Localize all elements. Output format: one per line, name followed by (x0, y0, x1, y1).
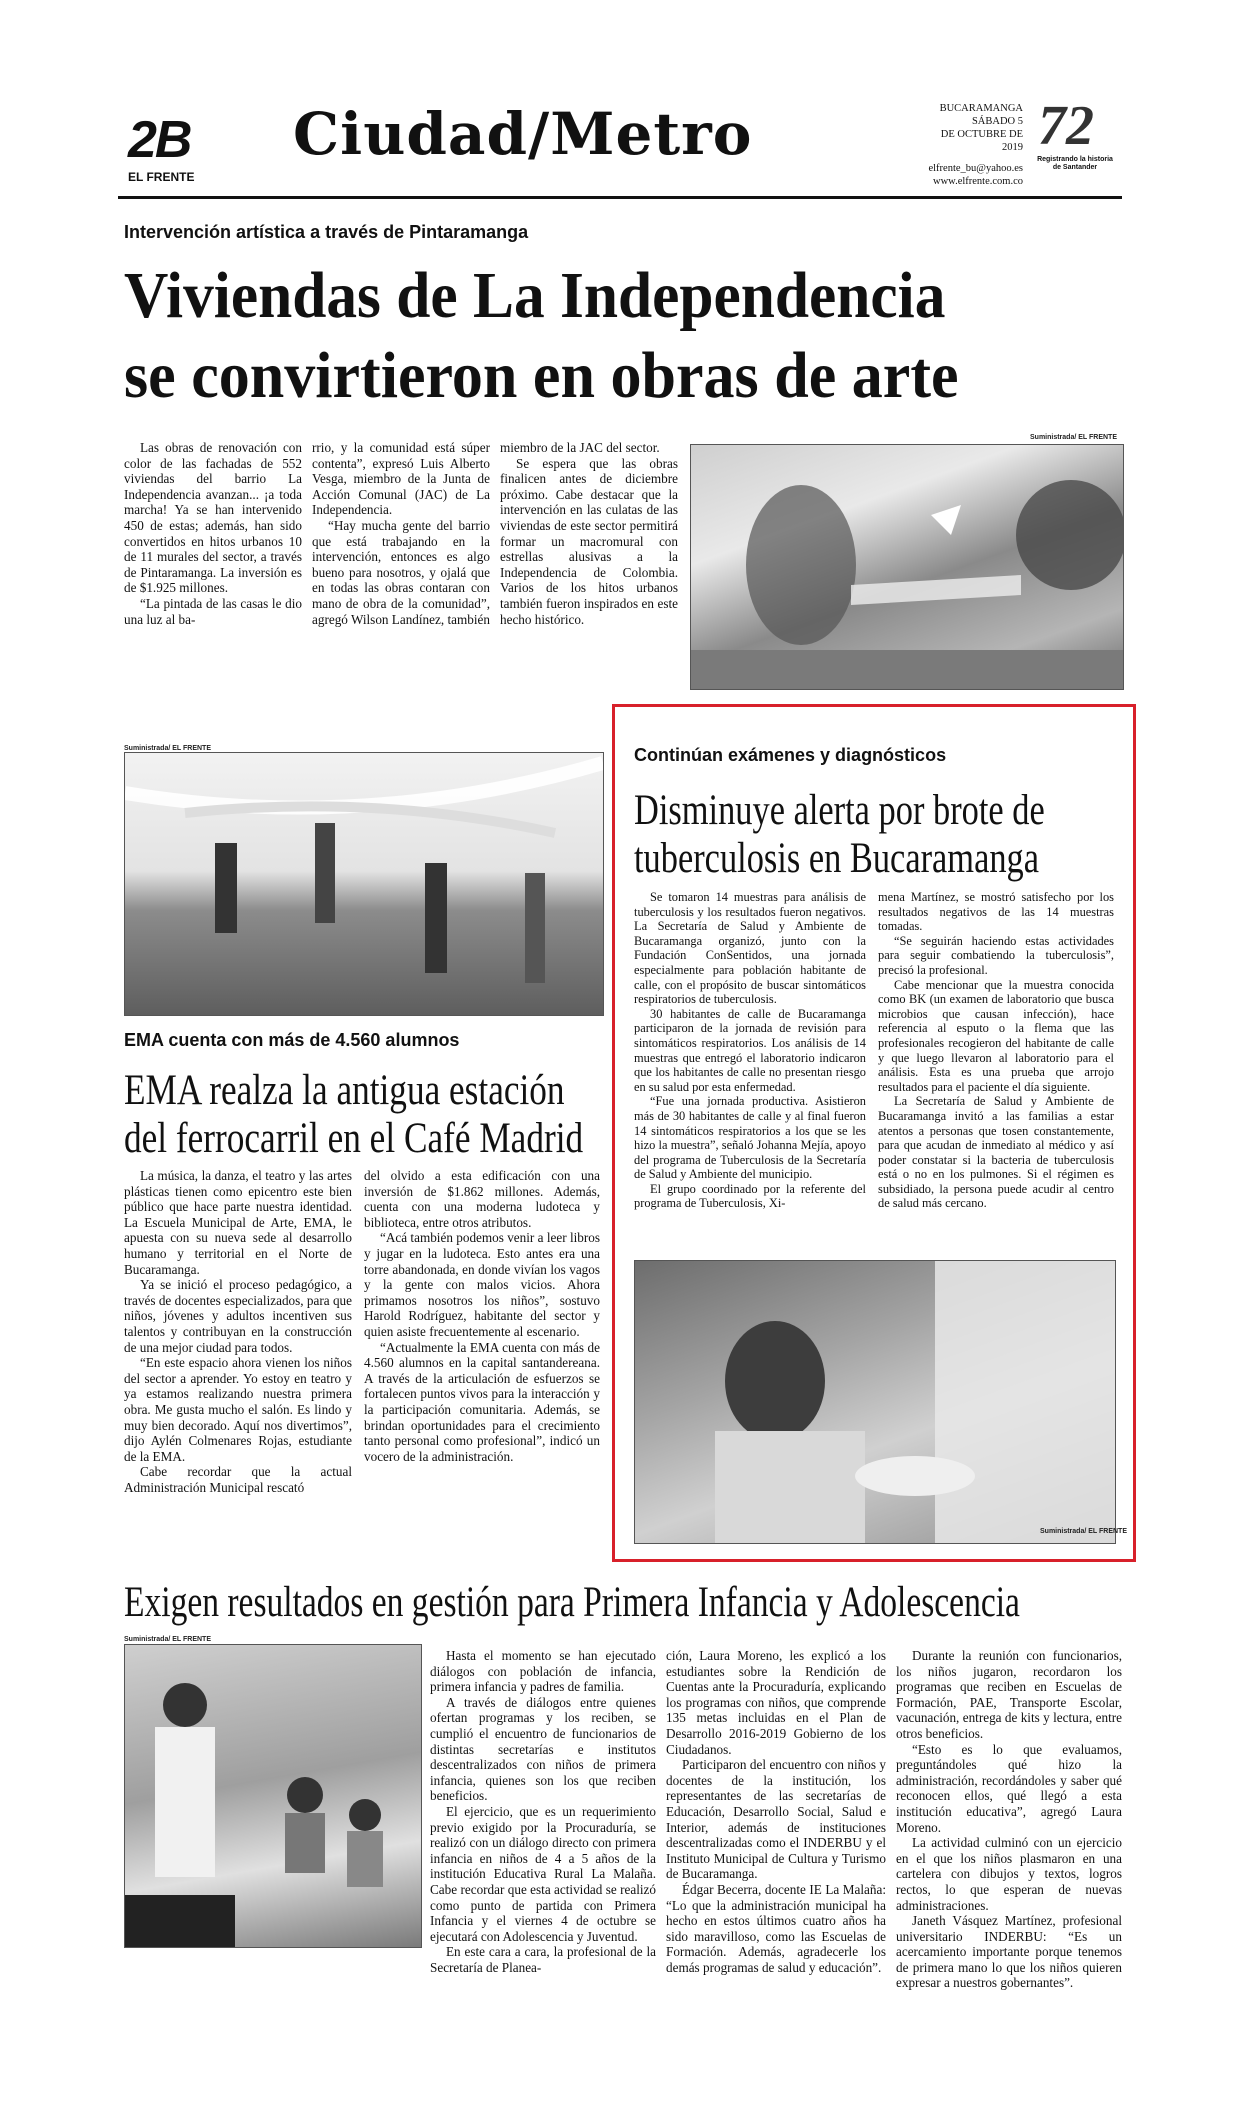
story3-col1 (634, 890, 866, 1211)
mural-photo (690, 444, 1124, 690)
paragraph: La actividad culminó con un ejercicio en el que los niños plasmaron en una cartelera con dibujos y textos, logros rectos, lo que esperan de nuevas administraciones. (896, 1835, 1122, 1913)
paragraph: Janeth Vásquez Martínez, profesional universitario INDERBU: “Es un acercamiento importante porque tenemos de primera mano lo que los niños quieren expresar a nuestros gobernantes”. (896, 1913, 1122, 1991)
story2-kicker: EMA cuenta con más de 4.560 alumnos (124, 1030, 460, 1050)
paragraph: La Secretaría de Salud y Ambiente de Bucaramanga invitó a las familias a estar atentos a personas que tosen constantemente, para que acudan de inmediato al médico y así poder constatar si la bacteria de tuberculosis está o no en los pulmones. Si el régimen es subsidiado, la persona puede acudir al centro de salud más cercano. (878, 1094, 1114, 1211)
story1-headline-2: se convirtieron en obras de arte (124, 339, 959, 412)
page-header (118, 95, 1118, 196)
paragraph: “Se seguirán haciendo estas actividades para seguir combatiendo la tuberculosis”, precisó la profesional. (878, 933, 1114, 977)
story4-col1 (430, 1648, 656, 1975)
paragraph: ción, Laura Moreno, les explicó a los estudiantes sobre la Rendición de Cuentas ante la Procuraduría, explicando los programas con niños, que comprende 135 metas incluidas en el Plan de Desarrollo 2016-2019 Gobierno de los Ciudadanos. (666, 1648, 886, 1757)
story1-col1 (124, 440, 302, 627)
website-link[interactable]: www.elfrente.com.co (933, 176, 1023, 187)
date-line2: DE OCTUBRE DE 2019 (940, 129, 1023, 153)
paragraph: Las obras de renovación con color de las fachadas de 552 viviendas del barrio La Independencia avanzan... ¡a toda marcha! Ya se han intervenido 450 de estas; además, han sido convertidos en hitos urbanos 10 de 11 murales del sector, a través de Pintaramanga. La inversión es de $1.925 millones. (124, 440, 302, 596)
paragraph: “En este espacio ahora vienen los niños del sector a aprender. Yo estoy en teatro y ya estamos realizando nuestra primera obra. Me gusta mucho el salón. Es lindo y muy bien decorado. Aquí nos divertimos”, dijo Aylén Colmenares Rojas, estudiante de la EMA. (124, 1355, 352, 1464)
story1-headline-1: Viviendas de La Independencia (124, 259, 946, 332)
paragraph: Hasta el momento se han ejecutado diálogos con población de infancia, primera infancia y padres de familia. (430, 1648, 656, 1695)
story2-headline-2: del ferrocarril en el Café Madrid (124, 1115, 584, 1162)
mural-illustration (691, 445, 1123, 689)
paragraph: del olvido a esta edificación con una inversión de $1.862 millones. Además, cuenta con una moderna ludoteca y biblioteca, entre otros atributos. (364, 1168, 600, 1230)
paragraph: Durante la reunión con funcionarios, los niños jugaron, recordaron los programas que reciben en Escuelas de Formación, PAE, Transporte Escolar, vacunación, entrega de kits y lectura, entre otros beneficios. (896, 1648, 1122, 1741)
anniversary-mark: 72 (1038, 95, 1094, 157)
story3-col2 (878, 890, 1114, 1211)
paper-name: EL FRENTE (128, 170, 195, 184)
paragraph: Édgar Becerra, docente IE La Malaña: “Lo que la administración municipal ha hecho en estos últimos cuatro años ha sido maravilloso, como las Escuelas de Formación. Además, agradecerle los demás programas de salud y educación”. (666, 1881, 886, 1975)
story2-headline-1: EMA realza la antigua estación (124, 1067, 565, 1114)
paragraph: Se tomaron 14 muestras para análisis de tuberculosis y los resultados fueron negativos. La Secretaría de Salud y Ambiente de Bucaramanga organizó, junto con la Fundación ConSentidos, una jornada especialmente para población habitante de calle, con el propósito de buscar sintomáticos respiratorios de tuberculosis. (634, 890, 866, 1007)
story3-headline-1: Disminuye alerta por brote de (634, 787, 1045, 834)
story1-col3 (500, 440, 678, 627)
header-rule (118, 196, 1122, 199)
paragraph: A través de diálogos entre quienes ofertan programas y los reciben, se cumplió el encuentro de funcionarios de distintas secretarías e institutos descentralizados con niños de primera infancia, quienes son los que reciben beneficios. (430, 1694, 656, 1804)
paragraph: Ya se inició el proceso pedagógico, a través de docentes especializados, para que niños, jóvenes y adultos incentiven sus talentos y contribuyan en la construcción de una mejor ciudad para todos. (124, 1277, 352, 1355)
anniversary-text-2: de Santander (1052, 164, 1098, 171)
story3-kicker: Continúan exámenes y diagnósticos (634, 745, 947, 765)
paragraph: “La pintada de las casas le dio una luz al ba- (124, 595, 302, 627)
paragraph: Cabe recordar que la actual Administración Municipal rescató (124, 1464, 352, 1495)
paragraph: rrio, y la comunidad está súper contenta”, expresó Luis Alberto Vesga, miembro de la Junta de Acción Comunal (JAC) de La Independencia. (312, 440, 490, 518)
paragraph: En este cara a cara, la profesional de la Secretaría de Planea- (430, 1944, 656, 1975)
story2-col2 (364, 1168, 600, 1464)
paragraph: mena Martínez, se mostró satisfecho por los resultados negativos de las 14 muestras tomadas. (878, 890, 1114, 934)
paragraph: La música, la danza, el teatro y las artes plásticas tienen como epicentro este bien público que hace parte nuestra identidad. La Escuela Municipal de Arte, EMA, le apuesta con su nueva sede al desarrollo humano y territorial en el Norte de Bucaramanga. (124, 1168, 352, 1277)
dance-photo (124, 752, 604, 1016)
date-line1: SÁBADO 5 (971, 116, 1023, 127)
story2-col1 (124, 1168, 352, 1495)
story3-photo-credit: Suministrada/ EL FRENTE (1040, 1528, 1127, 1535)
paragraph: miembro de la JAC del sector. (500, 440, 660, 455)
paragraph: Se espera que las obras finalicen antes de diciembre próximo. Cabe destacar que la intervención en las culatas de las viviendas de este sector permitirá formar un macromural con estrellas alusivas a la Independencia de Colombia. Varios de los hitos urbanos también fueron inspirados en este hecho histórico. (500, 455, 678, 627)
section-title: Ciudad/Metro (293, 100, 753, 168)
paragraph: “Actualmente la EMA cuenta con más de 4.560 alumnos en la capital santandereana. A través de la articulación de esfuerzos se fortalecen puntos vivos para la interacción y la participación comunitaria. Además, se brindan oportunidades para el crecimiento tanto personal como profesional”, indicó un vocero de la administración. (364, 1339, 600, 1464)
paragraph: El grupo coordinado por la referente del programa de Tuberculosis, Xi- (634, 1181, 866, 1211)
paragraph: “Esto es lo que evaluamos, preguntándoles qué hizo la administración, recordándoles y saber qué reconocen ellos, qué llegó a esta institución educativa”, agregó Laura Moreno. (896, 1741, 1122, 1835)
page-code: 2B (128, 111, 191, 169)
city-label: BUCARAMANGA (939, 103, 1023, 114)
email-link[interactable]: elfrente_bu@yahoo.es (928, 163, 1023, 174)
paragraph: El ejercicio, que es un requerimiento previo exigido por la Procuraduría, se realizó con un diálogo directo con primera infancia en niños de 4 a 5 años de la institución Educativa Rural La Malaña. Cabe recordar que esta actividad se realizó como punto de partida con Primera Infancia y el viernes 4 de octubre se ejecutará con Adolescencia y Juventud. (430, 1803, 656, 1944)
anniversary-logo (1030, 95, 1113, 172)
paragraph: “Acá también podemos venir a leer libros y jugar en la ludoteca. Esto antes era una torre abandonada, en donde vivían los vagos y la gente con malos vicios. Ahora primamos nosotros los niños”, sostuvo Harold Rodríguez, habitante del sector y quien asiste frecuentemente al escenario. (364, 1230, 600, 1339)
children-illustration (125, 1645, 421, 1947)
paragraph: 30 habitantes de calle de Bucaramanga participaron de la jornada de revisión para sintomáticos respiratorios. Los análisis de 14 muestras que entregó el laboratorio indicaron que los habitantes de calle no presentan riesgo en su salud por esta enfermedad. (634, 1006, 866, 1094)
story4-col2 (666, 1648, 886, 1975)
story1-col2 (312, 440, 490, 627)
paragraph: Cabe mencionar que la muestra conocida como BK (un examen de laboratorio que busca microbios que causan infección), hace referencia al esputo o la flema que las profesionales recogieron del habitante de calle y que luego llevaron al laboratorio para el análisis. Esta es una prueba que arrojo resultados para el paciente el día siguiente. (878, 977, 1114, 1094)
story1-photo-credit: Suministrada/ EL FRENTE (1030, 434, 1117, 441)
story3-headline-2: tuberculosis en Bucaramanga (634, 835, 1040, 882)
paragraph: Participaron del encuentro con niños y docentes de la institución, los representantes de las secretarías de Educación, Desarrollo Social, Salud e Interior, además de instituciones descentralizadas como el INDERBU y el Instituto Municipal de Cultura y Turismo de Bucaramanga. (666, 1757, 886, 1882)
dance-illustration (125, 753, 603, 1015)
story4-photo-credit: Suministrada/ EL FRENTE (124, 1636, 211, 1643)
paragraph: “Hay mucha gente del barrio que está trabajando en la intervención, entonces es algo bueno para nosotros, y ojalá que en todas las obras contaran con mano de obra de la comunidad”, agregó Wilson Landínez, también (312, 517, 490, 627)
paragraph: “Fue una jornada productiva. Asistieron más de 30 habitantes de calle y al final fueron 14 sintomáticos respiratorios a los que se les hizo la muestra”, señaló Johanna Mejía, apoyo del programa de Tuberculosis de la Secretaría de Salud y Ambiente del municipio. (634, 1094, 866, 1182)
story4-col3 (896, 1648, 1122, 1991)
story4-headline: Exigen resultados en gestión para Primera Infancia y Adolescencia (124, 1579, 1020, 1626)
children-photo (124, 1644, 422, 1948)
health-check-illustration (635, 1261, 1115, 1543)
story2-photo-credit: Suministrada/ EL FRENTE (124, 745, 211, 752)
anniversary-text-1: Registrando la historia (1037, 156, 1113, 163)
health-check-photo (634, 1260, 1116, 1544)
header-info (923, 102, 1023, 188)
story1-kicker: Intervención artística a través de Pintaramanga (124, 222, 529, 242)
